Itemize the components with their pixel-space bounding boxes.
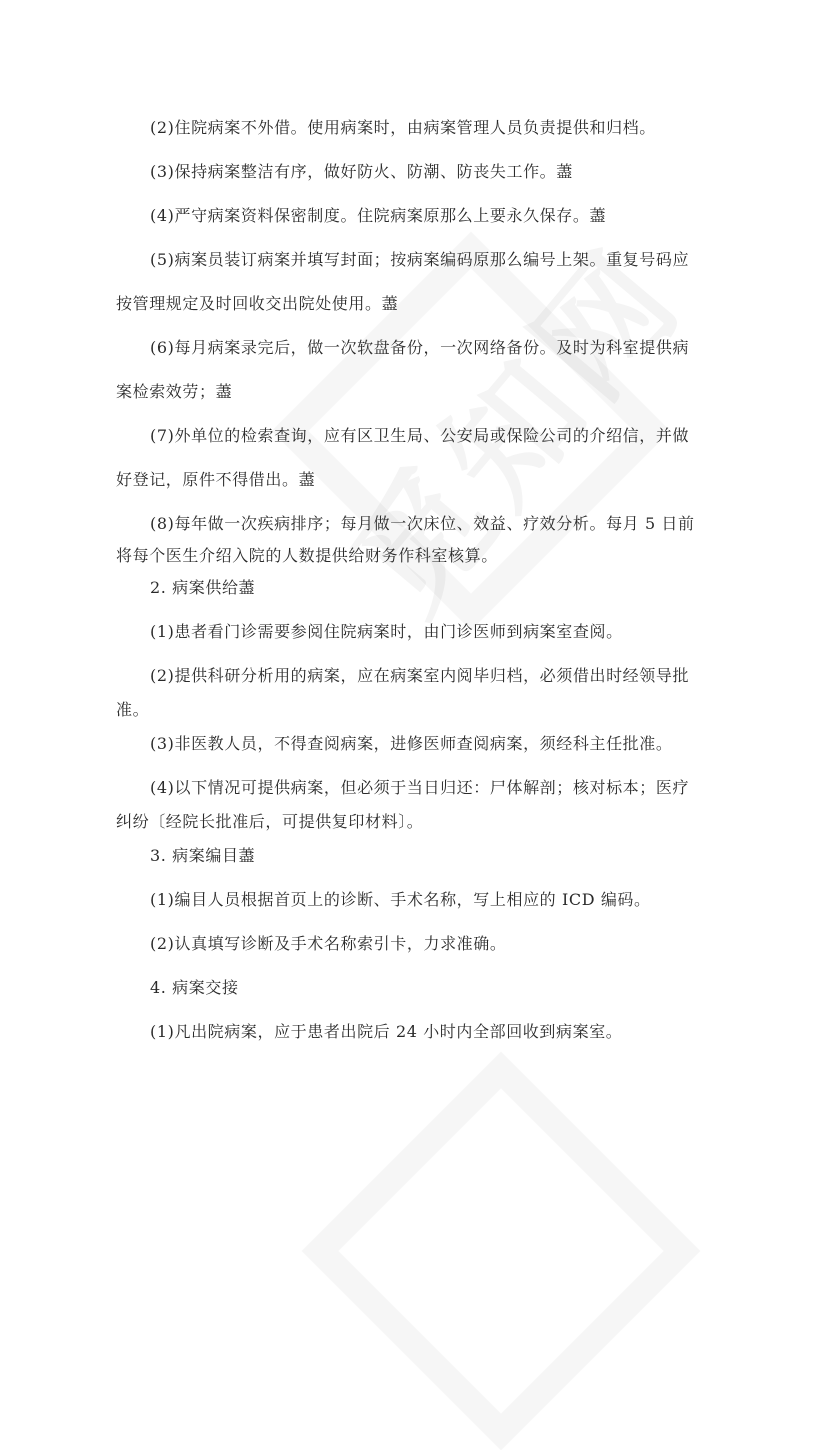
paragraph-line: (3)保持病案整洁有序，做好防火、防潮、防丧失工作。藎 [150, 162, 573, 181]
section-heading: 2. 病案供给藎 [150, 578, 256, 597]
section-heading: 3. 病案编目藎 [150, 846, 256, 865]
paragraph-line: (8)每年做一次疾病排序；每月做一次床位、效益、疗效分析。每月 5 日前 [150, 514, 695, 533]
paragraph-line: 按管理规定及时回收交出院处使用。藎 [116, 294, 399, 313]
paragraph-line: 好登记，原件不得借出。藎 [116, 470, 316, 489]
paragraph-line: (1)凡出院病案，应于患者出院后 24 小时内全部回收到病案室。 [150, 1022, 623, 1041]
paragraph-line: (1)编目人员根据首页上的诊断、手术名称，写上相应的 ICD 编码。 [150, 890, 651, 909]
paragraph-line: (4)以下情况可提供病案，但必须于当日归还：尸体解剖；核对标本；医疗 [150, 778, 690, 797]
paragraph-line: (5)病案员装订病案并填写封面；按病案编码原那么编号上架。重复号码应 [150, 250, 690, 269]
watermark-frame-bottom [302, 1052, 701, 1450]
paragraph-line: 案检索效劳；藎 [116, 382, 233, 401]
paragraph-line: (2)提供科研分析用的病案，应在病案室内阅毕归档，必须借出时经领导批 [150, 666, 690, 685]
paragraph-line: (4)严守病案资料保密制度。住院病案原那么上要永久保存。藎 [150, 206, 607, 225]
paragraph-line: (2)认真填写诊断及手术名称索引卡，力求准确。 [150, 934, 507, 953]
paragraph-line: (1)患者看门诊需要参阅住院病案时，由门诊医师到病案室查阅。 [150, 622, 623, 641]
paragraph-line: (6)每月病案录完后，做一次软盘备份，一次网络备份。及时为科室提供病 [150, 338, 690, 357]
paragraph-line: 准。 [116, 700, 150, 719]
section-heading: 4. 病案交接 [150, 978, 239, 997]
paragraph-line: (2)住院病案不外借。使用病案时，由病案管理人员负责提供和归档。 [150, 118, 656, 137]
paragraph-line: 纠纷〔经院长批准后，可提供复印材料〕。 [116, 812, 424, 831]
paragraph-line: (3)非医教人员，不得查阅病案，进修医师查阅病案，须经科主任批准。 [150, 734, 673, 753]
paragraph-line: (7)外单位的检索查询，应有区卫生局、公安局或保险公司的介绍信，并做 [150, 426, 690, 445]
paragraph-line: 将每个医生介绍入院的人数提供给财务作科室核算。 [116, 546, 498, 565]
